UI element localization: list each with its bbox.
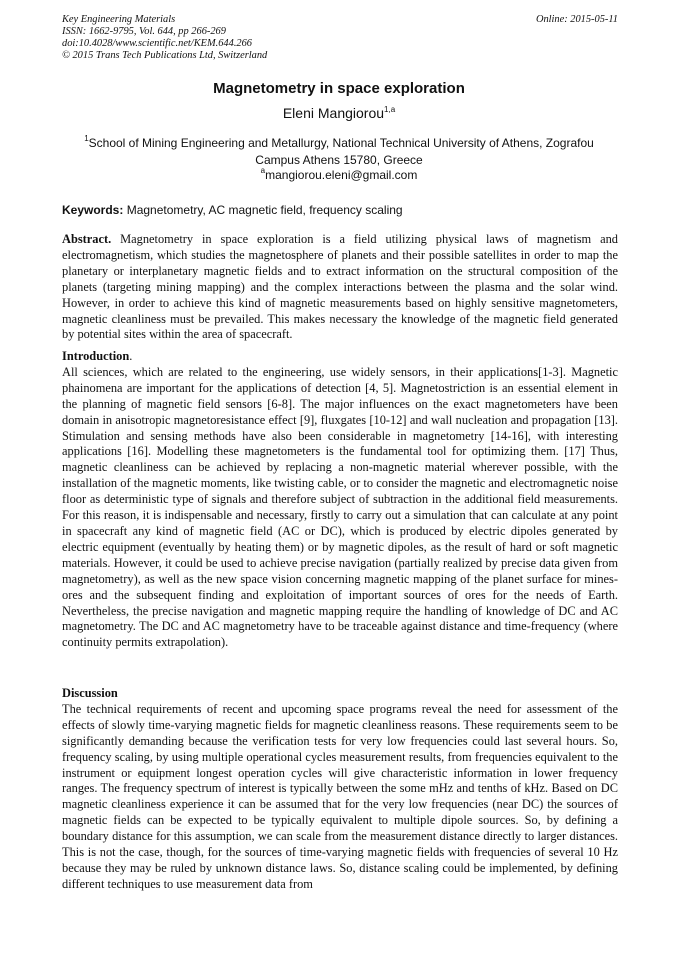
introduction-heading: Introduction — [62, 349, 130, 363]
introduction-text: All sciences, which are related to the engineering, use widely sensors, in their applications[1-3]. Magnetic phainomena are important for the applications of detection [4, 5]. Magnetostriction is an essential element in the planning of magnetic field sensors [6-8]. The major influences on the exact magnetometers have been domain in anisotropic magnetoresistance effect [9], fluxgates [10-12] and wall nucleation and propagation [13]. Stimulation and sensing methods have also been considerable in magnetometry [14-16], with interesting applications [16]. Modelling these magnetometers is the fundamental tool for optimizing them. [17] Thus, magnetic cleanliness can be achieved by replacing a non-magnetic material wherever possible, with the installation of the magnetic moments, like twisting cable, or to consider the magnetic and electromagnetic noise floor as deterministic type of signals and therefore subject of subtraction in the additional field measurements. For this reason, it is indispensable and necessary, firstly to carry out a simulation that can calculate at any point in spacecraft any kind of magnetic field (AC or DC), which is produced by electric dipoles generated by electric equipment (eventually by heating them) or by magnetic dipoles, as the result of hard or soft magnetic materials. However, it could be used to achieve precise navigation (partially realized by precise data given from magnetometry), as well as the new space vision concerning magnetic mapping of the planet surface for mines-ores and the subsequent finding and exploitation of important sources of ores for the needs of Earth. Nevertheless, the precise navigation and magnetic mapping require the handling of knowledge of DC and AC magnetometry. The DC and AC magnetometry have to be traceable against distance and time-frequency (where continuity permits extrapolation). — [62, 364, 618, 650]
email-mark: a — [260, 166, 266, 175]
introduction-section — [62, 349, 618, 651]
paper-title: Magnetometry in space exploration — [213, 80, 465, 97]
author-marks: 1,a — [384, 105, 396, 114]
discussion-section — [62, 686, 618, 893]
journal-name: Key Engineering Materials — [62, 14, 176, 25]
issn-line: ISSN: 1662-9795, Vol. 644, pp 266-269 — [62, 26, 226, 37]
affiliation — [62, 130, 616, 169]
introduction-heading-line — [62, 349, 618, 365]
affiliation-mark: 1 — [84, 134, 89, 143]
abstract — [62, 232, 618, 343]
keywords — [62, 203, 618, 217]
abstract-text: Magnetometry in space exploration is a field utilizing physical laws of magnetism and electromagnetism, which studies the magnetosphere of planets and their possible satellites in order to map the planetary or interplanetary magnetic fields and to extract information on the structural composition of the planets (targeting mining mapping) and the complex interactions between the plasma and the solar wind. However, in order to achieve this kind of magnetic measurements based on highly sensitive magnetometers, magnetic cleanliness must be prevailed. This makes necessary the knowledge of the magnetic field generated by potential sites within the area of spacecraft. — [62, 232, 618, 342]
author-line — [62, 105, 616, 121]
discussion-heading: Discussion — [62, 686, 118, 700]
doi-line: doi:10.4028/www.scientific.net/KEM.644.266 — [62, 38, 252, 49]
discussion-text: The technical requirements of recent and upcoming space programs reveal the need for assessment of the effects of slowly time-varying magnetic fields for magnetic cleanliness reasons. These requirements seem to be significantly demanding because the verification tests for very low frequencies could last several hours. So, frequency scaling, by using multiple operational cycles measurement results, from frequencies equivalent to the instrument or equipment longest operation cycles will give characteristic information in lower frequency ranges. The frequency spectrum of interest is typically between the some mHz and tenths of kHz. Based on DC magnetic cleanliness experience it can be assumed that for the very low frequencies (near DC) the sources of magnetic fields can be expected to be typically equivalent to multiple dipole sources. So, by defining a boundary distance for this assumption, we can scale from the measurement distance directly to larger distances. This is not the case, though, for the sources of time-varying magnetic fields with frequencies of several 10 Hz because they may be ruled by unknown distance laws. So, distance scaling could be implemented, by defining different techniques to use measurement data from — [62, 701, 618, 891]
author-name: Eleni Mangiorou — [282, 105, 385, 121]
email-line — [62, 166, 616, 182]
introduction-heading-punct: . — [129, 349, 133, 363]
keywords-label: Keywords: — [62, 203, 124, 217]
email-address[interactable]: mangiorou.eleni@gmail.com — [265, 168, 418, 182]
keywords-text: Magnetometry, AC magnetic field, frequency scaling — [123, 203, 403, 217]
online-date: Online: 2015-05-11 — [535, 14, 618, 25]
abstract-label: Abstract. — [62, 232, 112, 246]
copyright-line: © 2015 Trans Tech Publications Ltd, Switzerland — [62, 50, 268, 61]
affiliation-text: School of Mining Engineering and Metallurgy, National Technical University of Athens, Zografou Campus Athens 15780, Greece — [88, 136, 594, 167]
journal-header — [62, 14, 618, 62]
